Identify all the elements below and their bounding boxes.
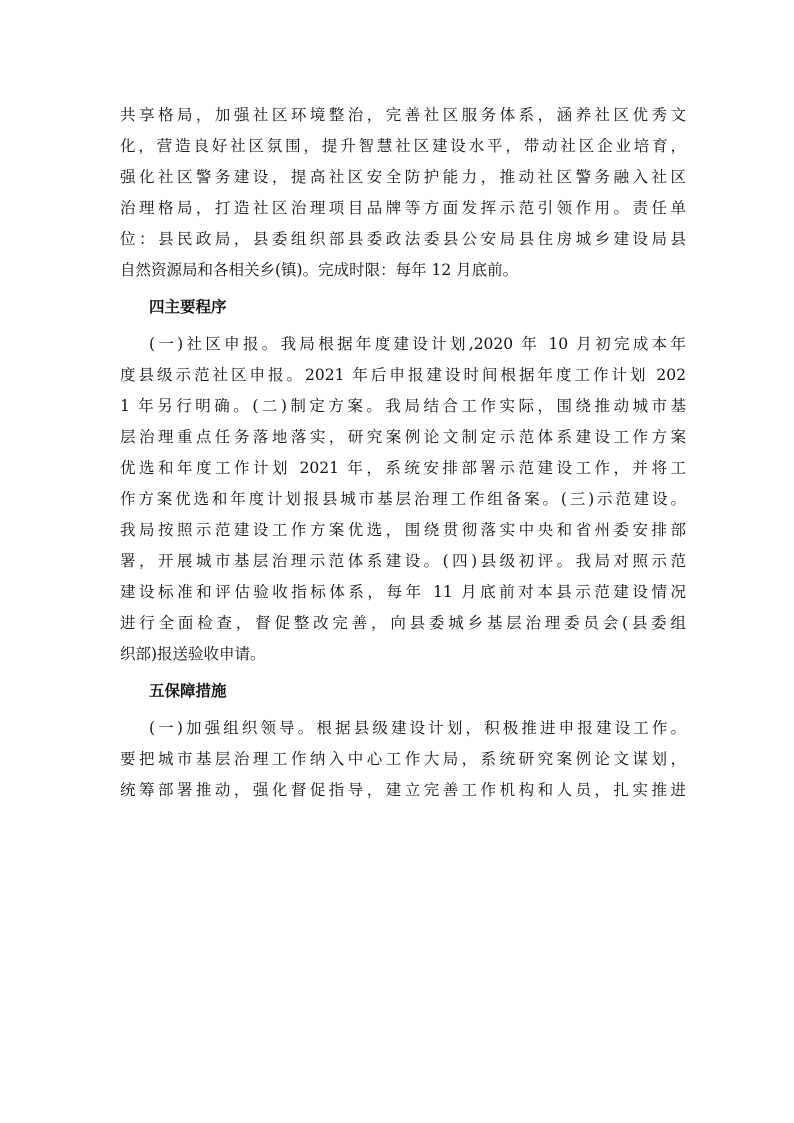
- text-line: 层治理重点任务落地落实，研究案例论文制定示范体系建设工作方案: [120, 428, 686, 446]
- text-line: (一)社区申报。我局根据年度建设计划,2020 年 10 月初完成本年: [149, 335, 686, 353]
- document-body: [120, 100, 686, 806]
- text-line: 共享格局，加强社区环境整治，完善社区服务体系，涵养社区优秀文: [120, 106, 686, 124]
- text-line: 化，营造良好社区氛围，提升智慧社区建设水平，带动社区企业培育，: [120, 137, 686, 155]
- text-line: 要把城市基层治理工作纳入中心工作大局，系统研究案例论文谋划，: [120, 750, 686, 768]
- text-line: 度县级示范社区申报。2021 年后申报建设时间根据年度工作计划 202: [120, 366, 686, 384]
- text-line: 进行全面检查，督促整改完善，向县委城乡基层治理委员会(县委组: [120, 614, 686, 632]
- section-3-paragraph-tail: [120, 100, 686, 286]
- section-4-heading: 四主要程序: [149, 298, 227, 316]
- text-line: 署，开展城市基层治理示范体系建设。(四)县级初评。我局对照示范: [120, 552, 686, 570]
- text-line: (一)加强组织领导。根据县级建设计划，积极推进申报建设工作。: [149, 719, 686, 737]
- section-4-paragraph: [120, 329, 686, 670]
- text-line: 1 年另行明确。(二)制定方案。我局结合工作实际，围绕推动城市基: [120, 397, 686, 415]
- text-line: 我局按照示范建设工作方案优选，围绕贯彻落实中央和省州委安排部: [120, 521, 686, 539]
- text-line: 作方案优选和年度计划报县城市基层治理工作组备案。(三)示范建设。: [120, 490, 686, 508]
- text-line: 治理格局，打造社区治理项目品牌等方面发挥示范引领作用。责任单: [120, 199, 686, 217]
- text-line: 织部)报送验收申请。: [120, 645, 266, 663]
- section-5-paragraph: [120, 713, 686, 806]
- text-line: 位：县民政局，县委组织部县委政法委县公安局县住房城乡建设局县: [120, 230, 686, 248]
- text-line: 优选和年度工作计划 2021 年，系统安排部署示范建设工作，并将工: [120, 459, 686, 477]
- section-5-heading: 五保障措施: [149, 682, 227, 700]
- text-line: 统筹部署推动，强化督促指导，建立完善工作机构和人员，扎实推进: [120, 781, 686, 799]
- text-line: 建设标准和评估验收指标体系，每年 11 月底前对本县示范建设情况: [120, 583, 686, 601]
- text-line: 自然资源局和各相关乡(镇)。完成时限：每年 12 月底前。: [120, 261, 519, 279]
- text-line: 强化社区警务建设，提高社区安全防护能力，推动社区警务融入社区: [120, 168, 686, 186]
